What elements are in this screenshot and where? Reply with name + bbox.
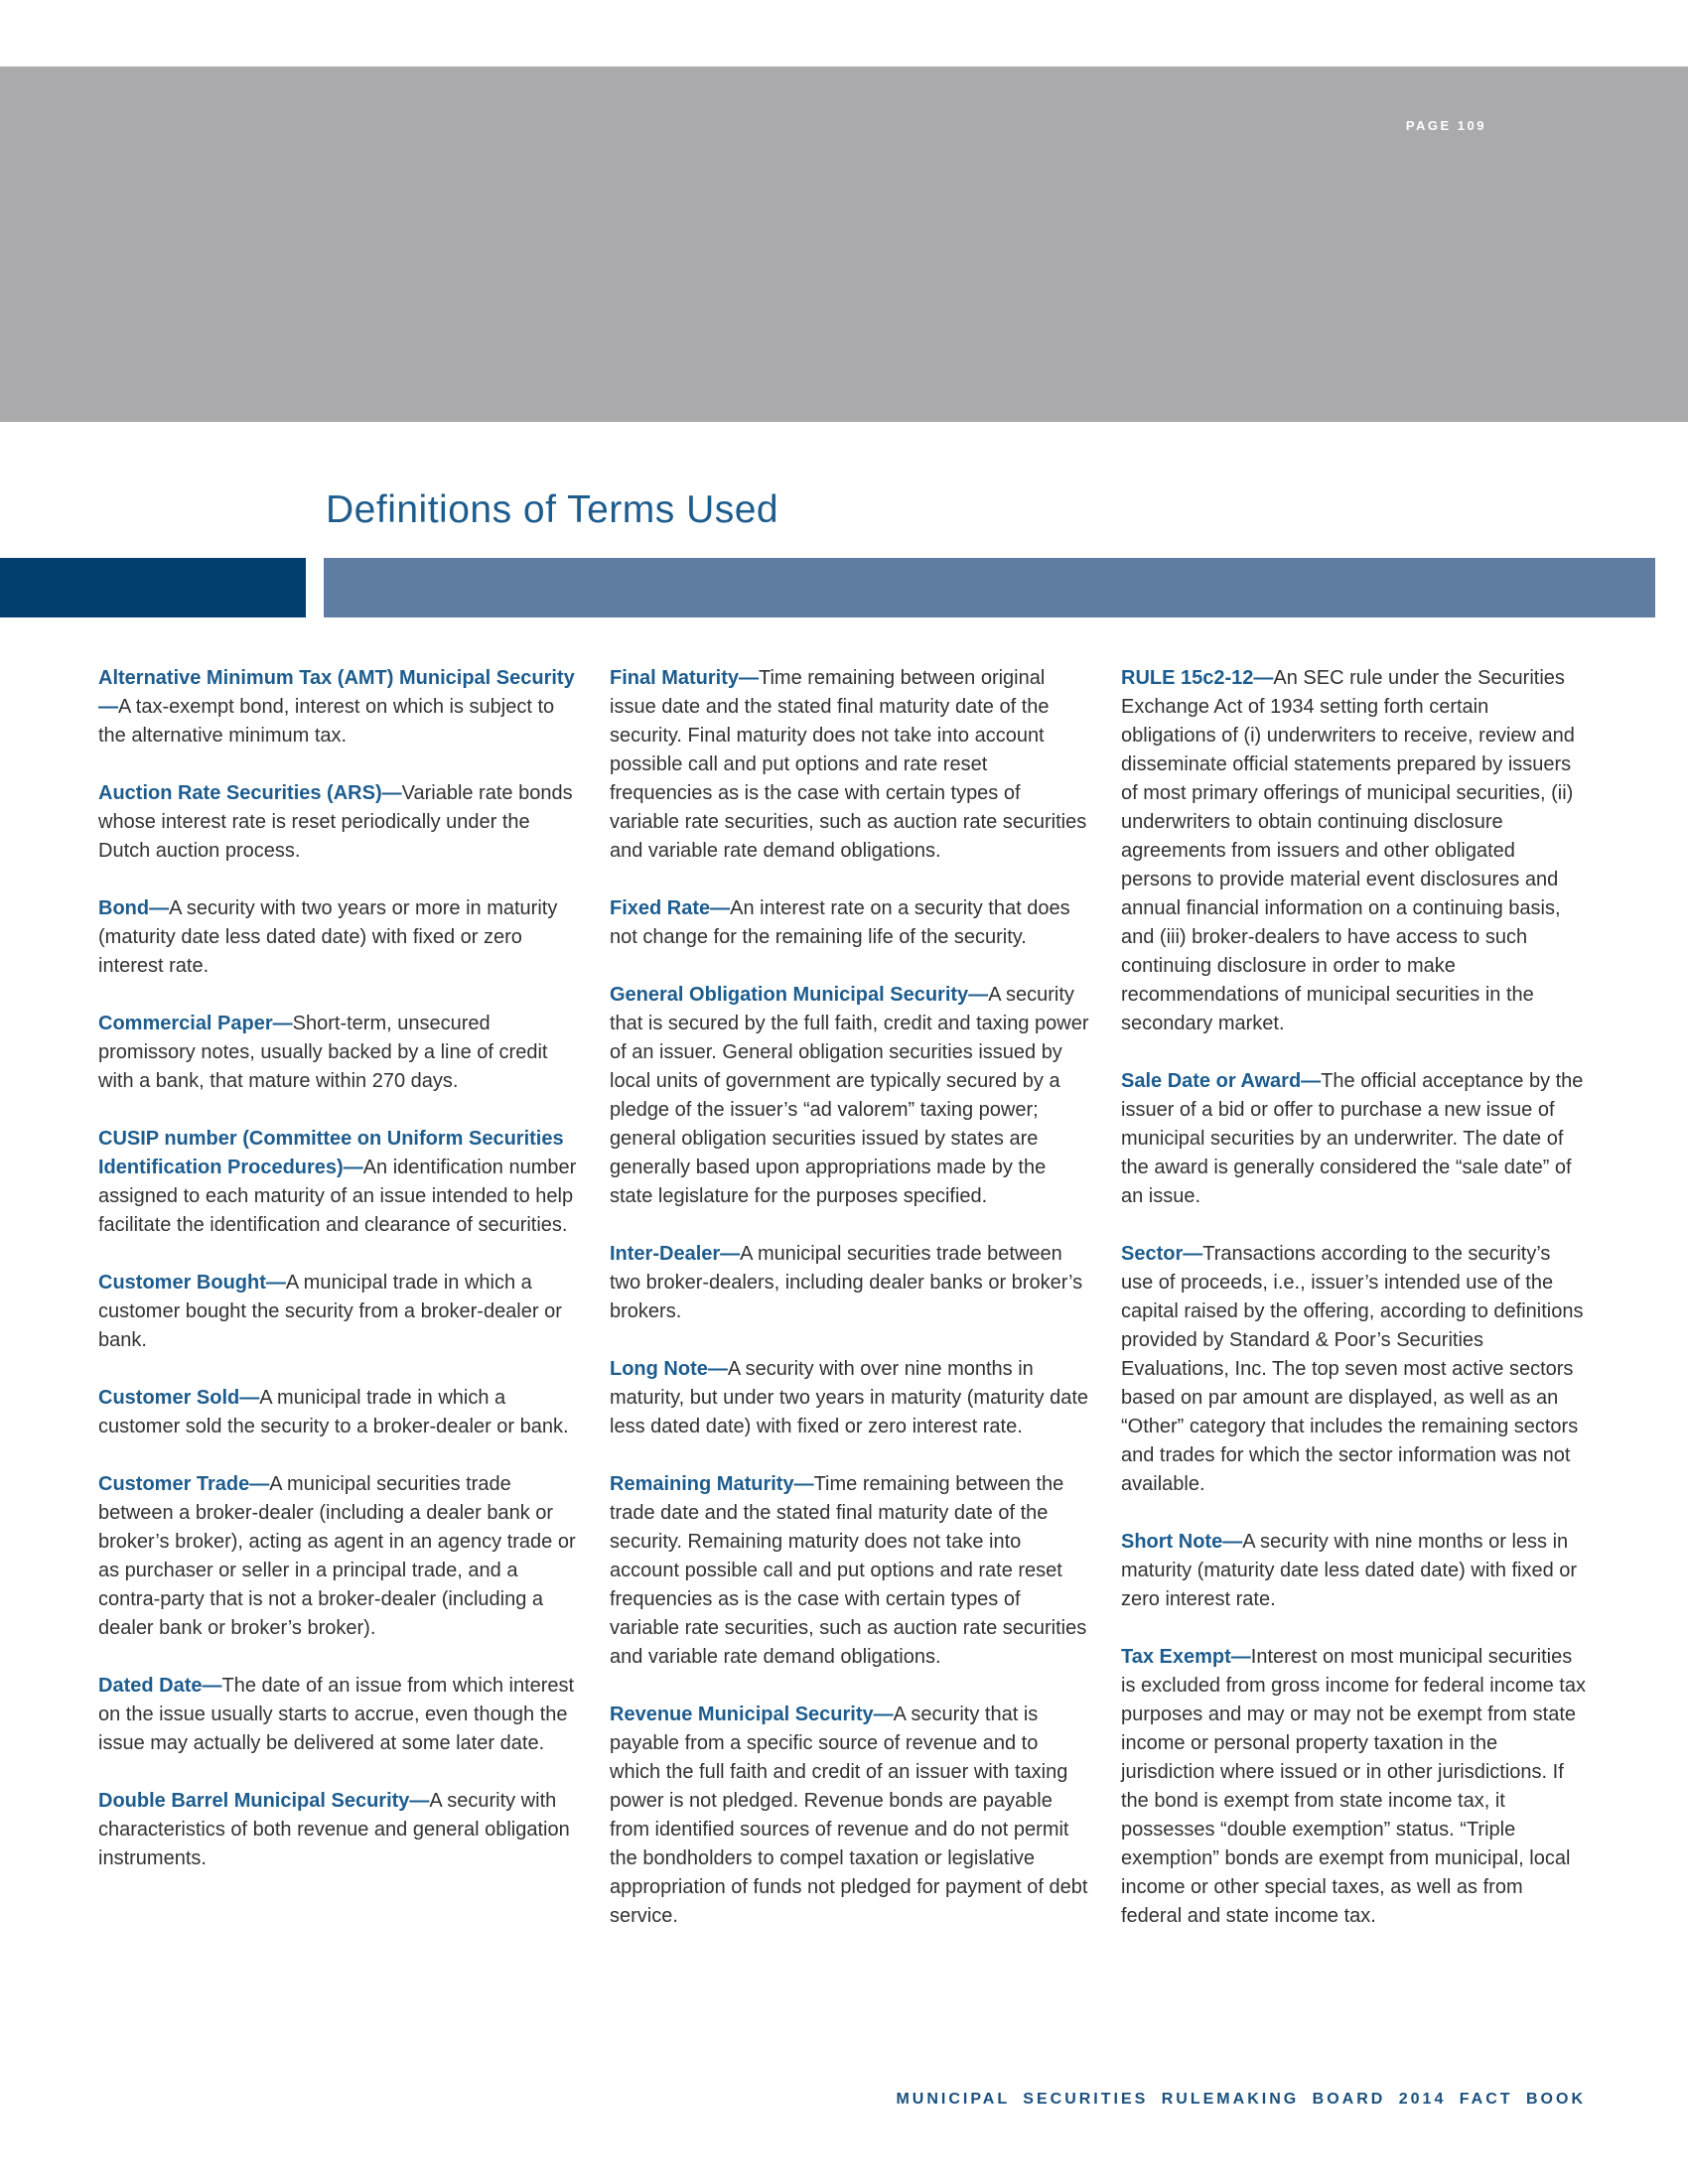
definition-term: Tax Exempt—: [1121, 1646, 1251, 1668]
title-rule-navy-block: [0, 558, 306, 617]
definition-entry: [1121, 664, 1586, 1038]
definition-text: A municipal securities trade between two broker-dealers, including dealer banks or broker’s brokers.: [610, 1243, 1083, 1322]
definition-text: A security that is secured by the full faith, credit and taxing power of an issuer. General obligation securities issued by local units of government are typically secured by a pledge of the issuer’s “ad valorem” taxing power; general obligation securities issued by states are generally based upon appropriations made by the state legislature for the purposes specified.: [610, 984, 1089, 1207]
definition-term: Double Barrel Municipal Security—: [98, 1790, 430, 1812]
definition-term: Short Note—: [1121, 1531, 1243, 1553]
definition-term: Sector—: [1121, 1243, 1203, 1265]
definition-entry: [98, 1470, 583, 1643]
definitions-column-3: [1121, 664, 1586, 1960]
definition-entry: [1121, 1240, 1586, 1499]
definition-entry: [610, 1355, 1094, 1441]
title-rule-blue-bar: [324, 558, 1655, 617]
definition-term: RULE 15c2-12—: [1121, 667, 1274, 689]
definition-term: Commercial Paper—: [98, 1013, 293, 1034]
definition-entry: [1121, 1067, 1586, 1211]
definition-text: Time remaining between original issue date and the stated final maturity date of the security. Final maturity does not take into account possible call and put options and rate reset frequencies as is the case with certain types of variable rate securities, such as auction rate securities and variable rate demand obligations.: [610, 667, 1087, 862]
definition-entry: [610, 1240, 1094, 1326]
definition-text: Variable rate bonds whose interest rate is reset periodically under the Dutch auction process.: [98, 782, 573, 862]
definition-term: Customer Bought—: [98, 1272, 286, 1294]
definition-term: Customer Sold—: [98, 1387, 260, 1409]
definition-text: A security that is payable from a specific source of revenue and to which the full faith and credit of an issuer with taxing power is not pledged. Revenue bonds are payable from identified sources of revenue and do not permit the bondholders to compel taxation or legislative appropriation of funds not pledged for payment of debt service.: [610, 1704, 1088, 1927]
definition-text: Transactions according to the security’s use of proceeds, i.e., issuer’s intended use of the capital raised by the offering, according to definitions provided by Standard & Poor’s Securities Evaluations, Inc. The top seven most active sectors based on par amount are displayed, as well as an “Other” category that includes the remaining sectors and trades for which the sector information was not available.: [1121, 1243, 1584, 1495]
page-title: Definitions of Terms Used: [326, 488, 779, 531]
definition-text: An identification number assigned to each maturity of an issue intended to help facilitate the identification and clearance of securities.: [98, 1157, 577, 1236]
definition-term: Alternative Minimum Tax (AMT) Municipal Security—: [98, 667, 575, 718]
definition-text: A security with over nine months in maturity, but under two years in maturity (maturity date less dated date) with fixed or zero interest rate.: [610, 1358, 1089, 1437]
definition-entry: [98, 1010, 583, 1096]
definition-entry: [98, 664, 583, 751]
definition-text: The official acceptance by the issuer of a bid or offer to purchase a new issue of municipal securities by an underwriter. The date of the award is generally considered the “sale date” of an issue.: [1121, 1070, 1584, 1207]
definition-entry: [98, 1787, 583, 1873]
definition-term: Auction Rate Securities (ARS)—: [98, 782, 402, 804]
definition-term: Revenue Municipal Security—: [610, 1704, 894, 1725]
definition-text: A municipal trade in which a customer sold the security to a broker-dealer or bank.: [98, 1387, 569, 1437]
definition-term: Long Note—: [610, 1358, 728, 1380]
page-number-label: PAGE 109: [1405, 118, 1486, 133]
definition-entry: [98, 894, 583, 981]
definition-text: A municipal securities trade between a broker-dealer (including a dealer bank or broker’s broker), acting as agent in an agency trade or as purchaser or seller in a principal trade, and a contra-party that is not a broker-dealer (including a dealer bank or broker’s broker).: [98, 1473, 576, 1639]
definition-entry: [98, 1384, 583, 1441]
definition-entry: [610, 1470, 1094, 1672]
definition-text: A security with two years or more in maturity (maturity date less dated date) with fixed or zero interest rate.: [98, 897, 558, 977]
definition-entry: [98, 1125, 583, 1240]
definition-entry: [98, 1672, 583, 1758]
definition-entry: [98, 779, 583, 866]
definition-text: Time remaining between the trade date and the stated final maturity date of the security. Remaining maturity does not take into account possible call and put options and rate reset frequencies as is the case with certain types of variable rate securities, such as auction rate securities and variable rate demand obligations.: [610, 1473, 1087, 1668]
definition-term: Final Maturity—: [610, 667, 760, 689]
definition-text: A municipal trade in which a customer bought the security from a broker-dealer or bank.: [98, 1272, 562, 1351]
definition-entry: [610, 981, 1094, 1211]
definition-entry: [610, 894, 1094, 952]
definition-text: An interest rate on a security that does not change for the remaining life of the security.: [610, 897, 1070, 948]
header-gray-band: [0, 67, 1688, 422]
definition-term: Dated Date—: [98, 1675, 222, 1697]
definition-entry: [98, 1269, 583, 1355]
definition-term: Bond—: [98, 897, 170, 919]
definition-term: Customer Trade—: [98, 1473, 270, 1495]
definition-term: Sale Date or Award—: [1121, 1070, 1322, 1092]
definition-entry: [610, 664, 1094, 866]
definition-text: The date of an issue from which interest on the issue usually starts to accrue, even though the issue may actually be delivered at some later date.: [98, 1675, 575, 1754]
definition-text: Short-term, unsecured promissory notes, usually backed by a line of credit with a bank, that mature within 270 days.: [98, 1013, 548, 1092]
definition-entry: [1121, 1528, 1586, 1614]
definition-text: A tax-exempt bond, interest on which is subject to the alternative minimum tax.: [98, 696, 555, 747]
definitions-column-1: [98, 664, 583, 1902]
definition-entry: [610, 1701, 1094, 1931]
definition-term: General Obligation Municipal Security—: [610, 984, 989, 1006]
definition-term: Fixed Rate—: [610, 897, 731, 919]
definition-text: A security with nine months or less in maturity (maturity date less dated date) with fixed or zero interest rate.: [1121, 1531, 1578, 1610]
definition-entry: [1121, 1643, 1586, 1931]
definitions-column-2: [610, 664, 1094, 1960]
footer-text: MUNICIPAL SECURITIES RULEMAKING BOARD 2014 FACT BOOK: [896, 2091, 1586, 2108]
definition-text: Interest on most municipal securities is excluded from gross income for federal income tax purposes and may or may not be exempt from state income or personal property taxation in the jurisdiction where issued or in other jurisdictions. If the bond is exempt from state income tax, it possesses “double exemption” status. “Triple exemption” bonds are exempt from municipal, local income or other special taxes, as well as from federal and state income tax.: [1121, 1646, 1586, 1927]
definition-term: Remaining Maturity—: [610, 1473, 814, 1495]
definition-text: An SEC rule under the Securities Exchange Act of 1934 setting forth certain obligations of (i) underwriters to receive, review and disseminate official statements prepared by issuers of most primary offerings of municipal securities, (ii) underwriters to obtain continuing disclosure agreements from issuers and other obligated persons to provide material event disclosures and annual financial information on a continuing basis, and (iii) broker-dealers to have access to such continuing disclosure in order to make recommendations of municipal securities in the secondary market.: [1121, 667, 1575, 1034]
definition-term: CUSIP number (Committee on Uniform Securities Identification Procedures)—: [98, 1128, 564, 1178]
definition-text: A security with characteristics of both revenue and general obligation instruments.: [98, 1790, 570, 1869]
definition-term: Inter-Dealer—: [610, 1243, 741, 1265]
